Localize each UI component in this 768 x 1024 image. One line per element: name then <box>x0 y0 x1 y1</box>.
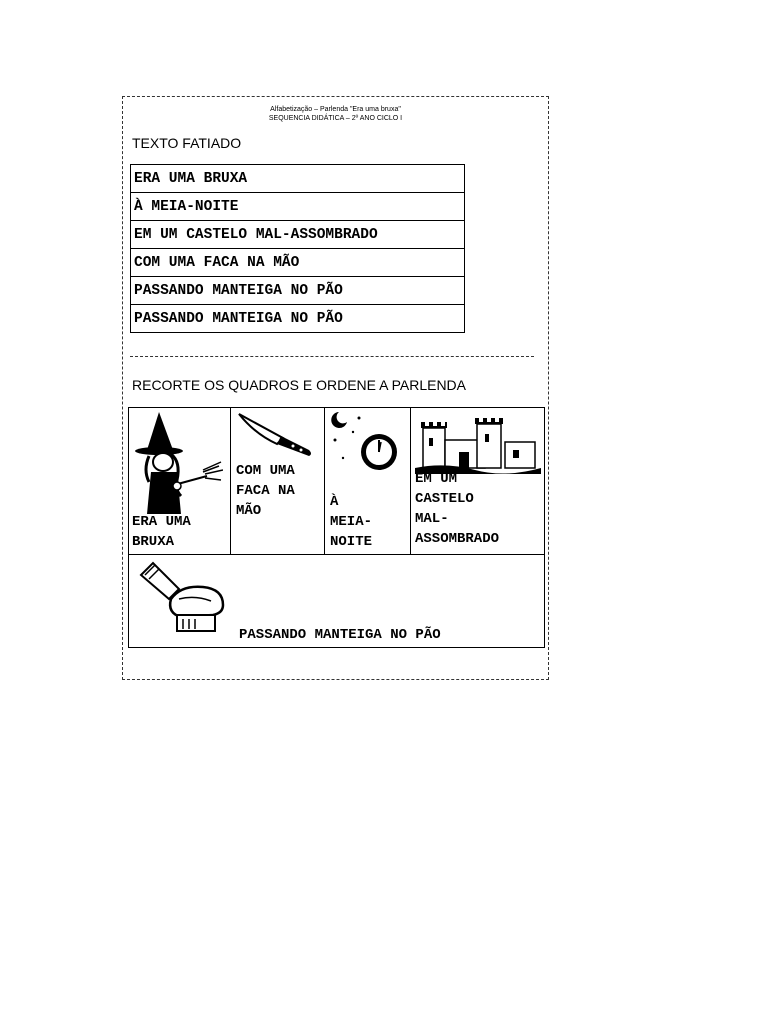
header-line-1: Alfabetização – Parlenda "Era uma bruxa" <box>270 106 401 113</box>
worksheet <box>122 96 549 680</box>
section-title-cut-and-order: RECORTE OS QUADROS E ORDENE A PARLENDA <box>132 377 467 393</box>
card-label: À MEIA- NOITE <box>330 494 373 550</box>
card-witch <box>129 408 231 554</box>
text-strip: À MEIA-NOITE <box>130 192 465 221</box>
butter-knife-bread-icon <box>131 555 231 647</box>
card-butter <box>129 554 544 648</box>
text-strips <box>130 164 465 333</box>
text-strip: ERA UMA BRUXA <box>130 164 465 193</box>
text-strip: EM UM CASTELO MAL-ASSOMBRADO <box>130 220 465 249</box>
section-title-sliced-text: TEXTO FATIADO <box>132 135 242 151</box>
card-label: EM UM CASTELO MAL- ASSOMBRADO <box>415 471 500 547</box>
knife-icon <box>237 412 317 458</box>
text-strip: PASSANDO MANTEIGA NO PÃO <box>130 304 465 333</box>
text-strip: COM UMA FACA NA MÃO <box>130 248 465 277</box>
cut-line <box>130 356 534 357</box>
clock-icon <box>329 410 409 480</box>
witch-icon <box>133 410 223 518</box>
card-clock <box>325 408 411 554</box>
card-knife <box>231 408 325 554</box>
card-label: COM UMA FACA NA MÃO <box>236 463 295 519</box>
picture-cards-grid <box>128 407 545 648</box>
header-line-2: SEQUENCIA DIDÁTICA – 2º ANO CICLO I <box>268 115 403 122</box>
card-label: PASSANDO MANTEIGA NO PÃO <box>239 627 441 643</box>
card-label: ERA UMA BRUXA <box>132 514 191 550</box>
castle-icon <box>415 418 541 474</box>
card-castle <box>411 408 544 554</box>
text-strip: PASSANDO MANTEIGA NO PÃO <box>130 276 465 305</box>
